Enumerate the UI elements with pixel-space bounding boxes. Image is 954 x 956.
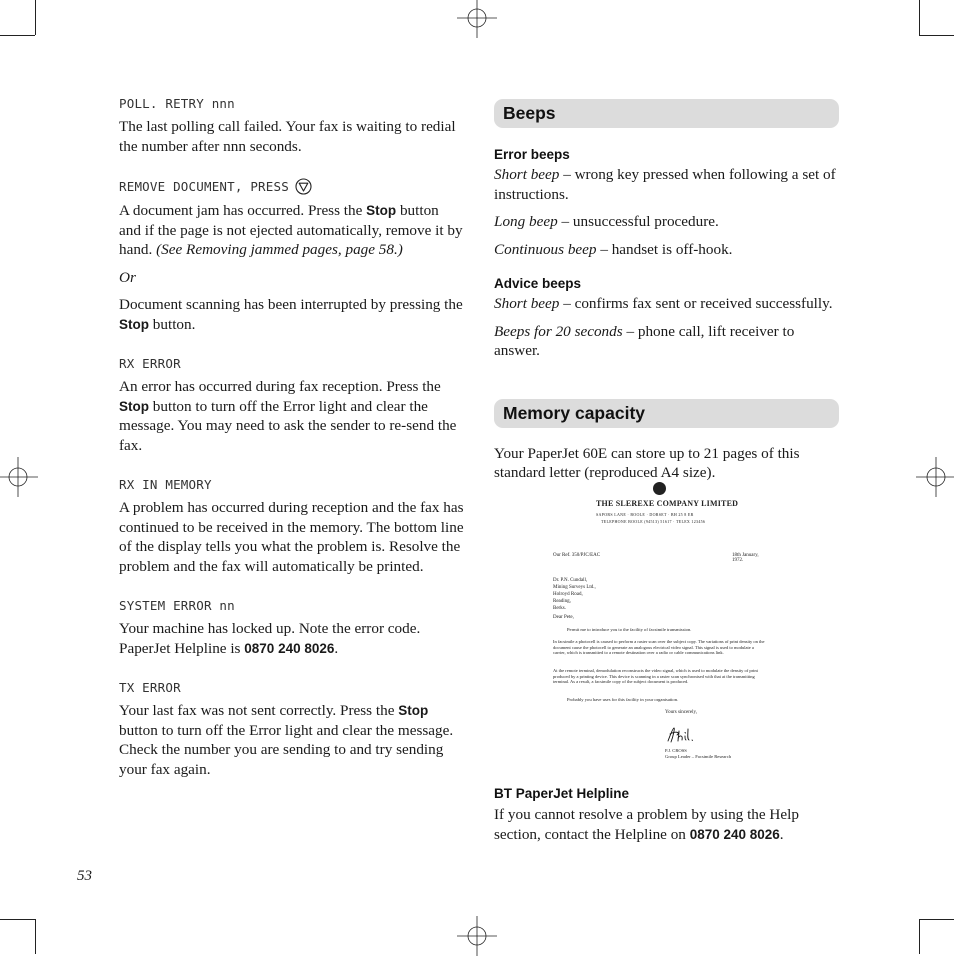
letter-line: Holroyd Road,: [553, 592, 583, 597]
display-message-code-text: SYSTEM ERROR nn: [119, 598, 235, 613]
beep-item: [494, 322, 839, 361]
letter-paragraph: Probably you have uses for this facility in your organisation.: [567, 697, 679, 702]
bold-text: 0870 240 8026: [244, 640, 335, 656]
crop-mark: [35, 0, 36, 35]
letter-paragraph: Permit me to introduce you to the facility of facsimile transmission.: [567, 627, 692, 632]
display-message-code-text: RX IN MEMORY: [119, 477, 212, 492]
italic-text: (See Removing jammed pages, page 58.): [156, 241, 403, 258]
letter-ref: Our Ref. 350/PJC/EAC: [553, 553, 601, 558]
beep-item: [494, 165, 839, 204]
text-run: button and if the page is not ejected automatically, remove it by hand.: [119, 202, 463, 258]
page-number: 53: [77, 868, 92, 884]
bold-text: Stop: [119, 398, 149, 414]
text-run: The last polling call failed. Your fax is waiting to redial the number after nnn seconds.: [119, 118, 456, 155]
beep-term: Beeps for 20 seconds: [494, 322, 623, 340]
display-message-code: [119, 178, 464, 195]
letter-paragraph: In facsimile a photocell is caused to perform a raster scan over the subject copy. The variations of print density on the document cause the photocell to generate an analogous electrical video signal. This signal is used to modulate a carrier, which is transmitted to a remote destination over a radio or cable communications link.: [553, 639, 765, 655]
display-message-code: [119, 96, 464, 111]
beep-description: – unsuccessful procedure.: [557, 213, 719, 230]
italic-text: Or: [119, 268, 136, 286]
text-run: Document scanning has been interrupted by pressing the: [119, 296, 463, 313]
beep-term: Short beep: [494, 295, 560, 312]
helpline-text: [494, 805, 839, 844]
text-run: Your last fax was not sent correctly. Press the: [119, 702, 399, 719]
letter-telephone: TELEPHONE BOOLE (94513) 51617 · TELEX 123456: [601, 519, 706, 524]
message-description: [119, 377, 464, 455]
bold-text: Stop: [119, 316, 149, 332]
crop-mark: [0, 35, 35, 36]
letter-line: Mining Surveys Ltd.,: [553, 585, 596, 590]
error-beeps-list: [494, 165, 839, 259]
text-run: button.: [149, 315, 196, 333]
beep-item: [494, 294, 839, 314]
helpline-section: [494, 786, 839, 852]
display-message-code-text: RX ERROR: [119, 356, 181, 371]
memory-description: Your PaperJet 60E can store up to 21 pages of this standard letter (reproduced A4 size).: [494, 444, 800, 481]
letter-company: THE SLEREXE COMPANY LIMITED: [596, 499, 739, 508]
memory-section-header: [494, 399, 839, 428]
beep-term: Short beep: [494, 166, 560, 183]
letter-line: Reading,: [553, 599, 571, 604]
text-run: A document jam has occurred. Press the: [119, 202, 367, 219]
stop-button-icon: [295, 178, 312, 195]
beep-item: [494, 240, 839, 260]
bold-text: Stop: [366, 203, 397, 218]
advice-beeps-heading: Advice beeps: [494, 276, 582, 291]
letter-address: SAPORS LANE · BOOLE · DORSET · BH 25 8 ER: [596, 512, 694, 517]
beep-term: Long beep: [494, 213, 558, 230]
display-message-code-text: POLL. RETRY nnn: [119, 96, 235, 111]
message-description: [119, 295, 464, 334]
beep-term: Continuous beep: [494, 240, 597, 258]
message-description: [119, 117, 464, 156]
display-message-code: [119, 598, 464, 613]
signature-icon: [665, 725, 701, 745]
helpline-text-after: .: [779, 825, 784, 843]
registration-mark-icon: [457, 916, 497, 956]
text-run: A problem has occurred during reception and the fax has continued to be received in the memory. The bottom line of the display tells you what the problem is. Resolve the problem and the fax will automatically be printed.: [119, 499, 464, 575]
bold-text: Stop: [398, 703, 429, 718]
display-message-code-text: REMOVE DOCUMENT, PRESS: [119, 179, 289, 194]
message-description: [119, 201, 464, 260]
display-message-code: [119, 356, 464, 371]
letter-line: P.J. CROSS: [665, 748, 687, 753]
crop-mark: [919, 35, 954, 36]
beep-description: – wrong key pressed when following a set of instructions.: [494, 166, 836, 203]
crop-mark: [919, 919, 920, 954]
crop-mark: [919, 919, 954, 920]
text-run: button to turn off the Error light and clear the message. Check the number you are sending to and try sending your fax again.: [119, 721, 454, 778]
display-message-code: [119, 680, 464, 695]
right-column: [494, 99, 839, 491]
message-description: [119, 498, 464, 576]
letter-signer: [665, 748, 731, 760]
letter-salutation: Dear Pete,: [553, 615, 574, 620]
letter-line: Dr. P.N. Cundall,: [553, 578, 588, 583]
display-message-code: [119, 477, 464, 492]
beep-description: – phone call, lift receiver to answer.: [494, 322, 795, 359]
text-run: .: [334, 639, 339, 657]
message-description: [119, 701, 464, 779]
beeps-section-header: [494, 99, 839, 128]
registration-mark-icon: [916, 457, 954, 497]
letter-date: 18th January, 1972.: [732, 553, 759, 563]
message-description: [119, 268, 464, 288]
error-beeps-heading: Error beeps: [494, 147, 570, 162]
beep-item: [494, 212, 839, 232]
helpline-text-before: If you cannot resolve a problem by using the Help section, contact the Helpline on: [494, 806, 799, 843]
registration-mark-icon: [0, 457, 38, 497]
text-run: button to turn off the Error light and clear the message. You may need to ask the sender to re-send the fax.: [119, 397, 457, 454]
display-message-code-text: TX ERROR: [119, 680, 181, 695]
registration-mark-icon: [457, 0, 497, 38]
text-run: An error has occurred during fax reception. Press the: [119, 378, 441, 395]
helpline-heading: BT PaperJet Helpline: [494, 786, 630, 801]
letter-closing: Yours sincerely,: [665, 710, 697, 715]
message-description: [119, 619, 464, 658]
beep-description: – confirms fax sent or received successfully.: [559, 295, 833, 312]
letter-line: Berks.: [553, 606, 566, 611]
letter-addressee: [553, 577, 596, 612]
memory-title: Memory capacity: [503, 402, 646, 423]
advice-beeps-list: [494, 294, 839, 361]
company-logo-icon: [653, 482, 666, 495]
beep-description: – handset is off-hook.: [596, 240, 733, 258]
sample-letter-image: [552, 480, 768, 770]
text-run: Your machine has locked up. Note the error code. PaperJet Helpline is: [119, 620, 421, 657]
crop-mark: [919, 0, 920, 35]
beeps-title: Beeps: [503, 103, 556, 123]
crop-mark: [0, 919, 35, 920]
display-messages-column: [119, 96, 464, 787]
letter-line: Group Leader – Facsimile Research: [665, 754, 732, 759]
letter-paragraph: At the remote terminal, demodulation reconstructs the video signal, which is used to modulate the density of print produced by a printing device. This device is scanning in a raster scan synchronised with that at the transmitting terminal. As a result, a facsimile copy of the subject document is produced.: [553, 668, 758, 684]
helpline-number: 0870 240 8026: [689, 826, 780, 842]
crop-mark: [35, 919, 36, 954]
